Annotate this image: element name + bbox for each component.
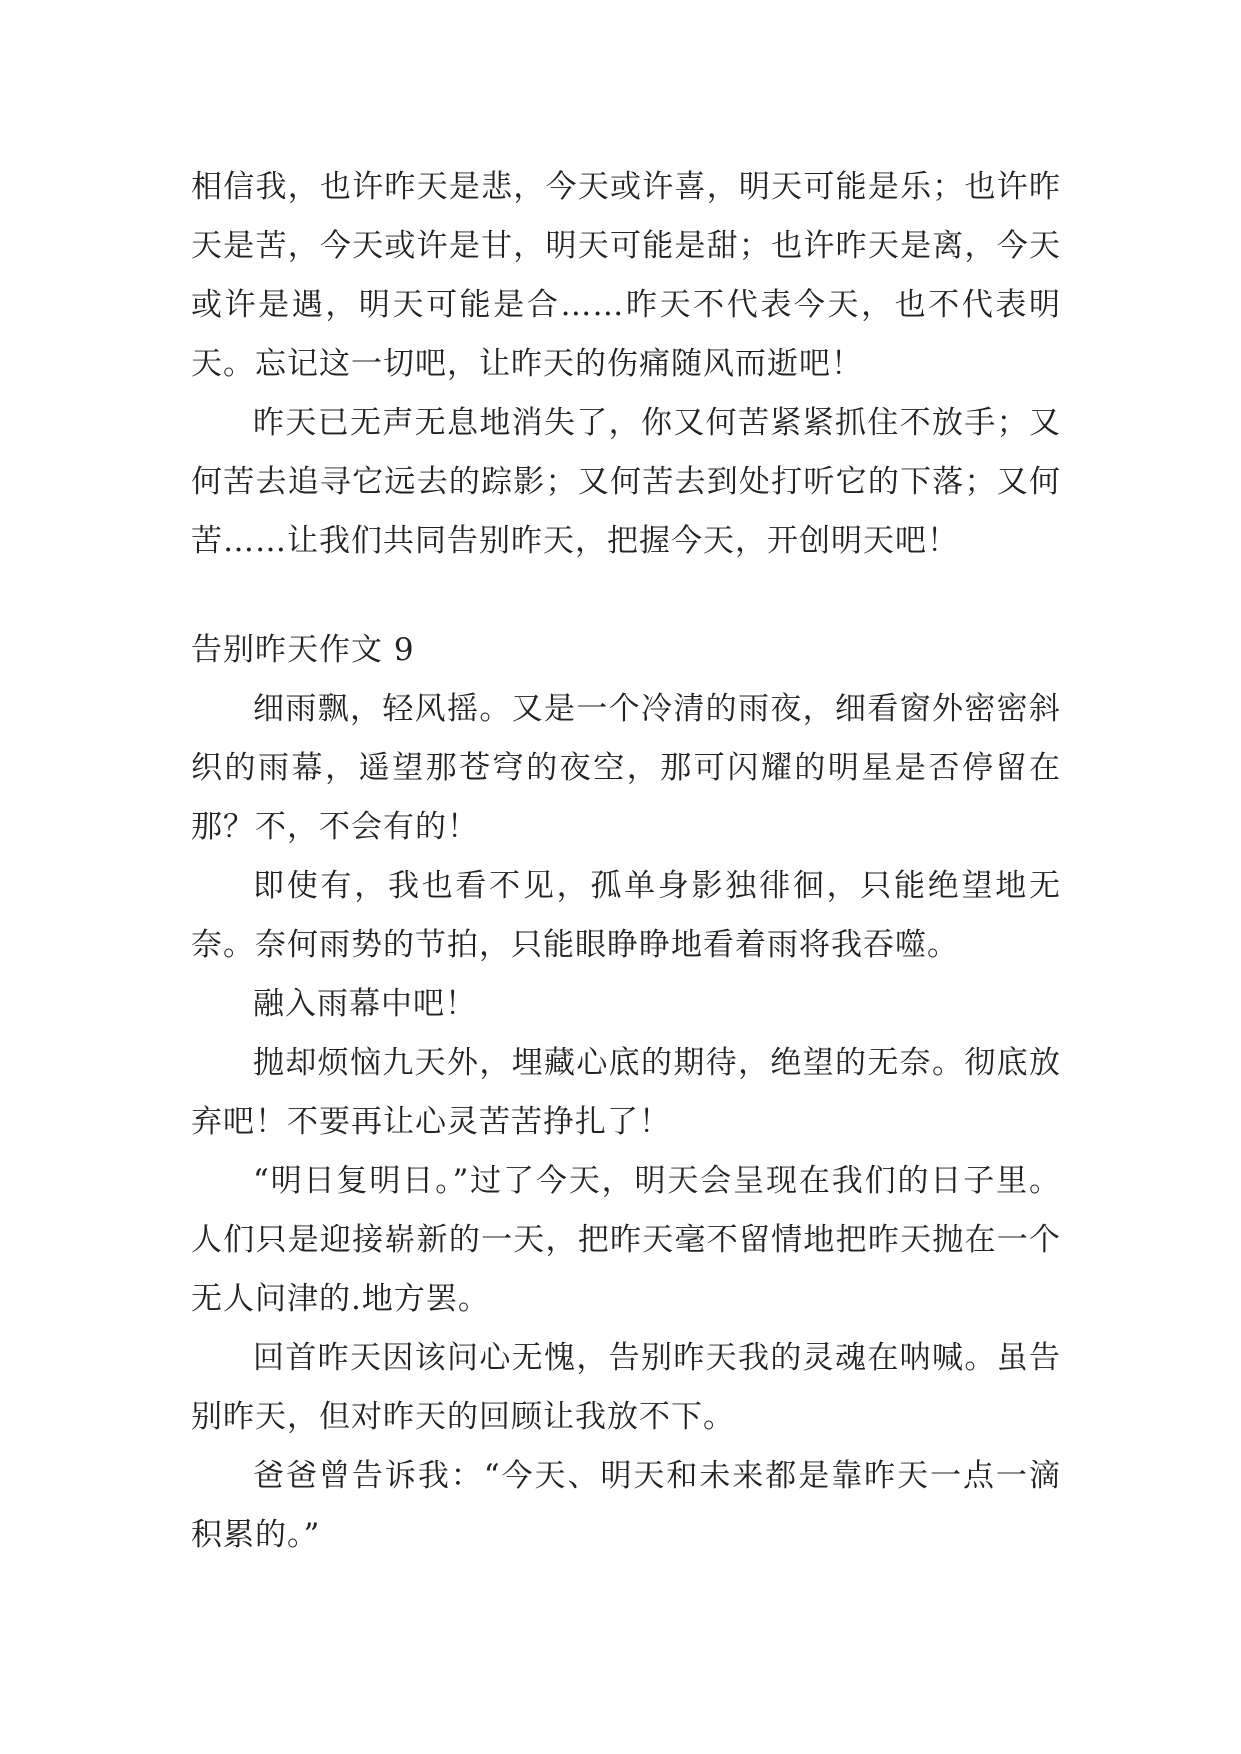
paragraph: “明日复明日。”过了今天，明天会呈现在我们的日子里。人们只是迎接崭新的一天，把昨天毫不留情地把昨天抛在一个无人问津的.地方罢。 <box>191 1163 1061 1317</box>
paragraph: 爸爸曾告诉我：“今天、明天和未来都是靠昨天一点一滴积累的。” <box>191 1458 1061 1553</box>
paragraph: 细雨飘，轻风摇。又是一个冷清的雨夜，细看窗外密密斜织的雨幕，遥望那苍穹的夜空，那可闪耀的明星是否停留在那？不，不会有的！ <box>191 691 1061 845</box>
paragraph: 相信我，也许昨天是悲，今天或许喜，明天可能是乐；也许昨天是苦，今天或许是甘，明天可能是甜；也许昨天是离，今天或许是遇，明天可能是合……昨天不代表今天，也不代表明天。忘记这一切吧，让昨天的伤痛随风而逝吧！ <box>191 169 1061 382</box>
paragraph: 即使有，我也看不见，孤单身影独徘徊，只能绝望地无奈。奈何雨势的节拍，只能眼睁睁地看着雨将我吞噬。 <box>191 868 1061 963</box>
document-body <box>191 158 1061 1565</box>
paragraph: 抛却烦恼九天外，埋藏心底的期待，绝望的无奈。彻底放弃吧！不要再让心灵苦苦挣扎了！ <box>191 1045 1061 1140</box>
paragraph: 回首昨天因该问心无愧，告别昨天我的灵魂在呐喊。虽告别昨天，但对昨天的回顾让我放不下。 <box>191 1340 1061 1435</box>
paragraph: 融入雨幕中吧！ <box>253 986 477 1022</box>
section-title: 告别昨天作文 9 <box>191 632 415 668</box>
paragraph: 昨天已无声无息地消失了，你又何苦紧紧抓住不放手；又何苦去追寻它远去的踪影；又何苦去到处打听它的下落；又何苦……让我们共同告别昨天，把握今天，开创明天吧！ <box>191 405 1061 559</box>
